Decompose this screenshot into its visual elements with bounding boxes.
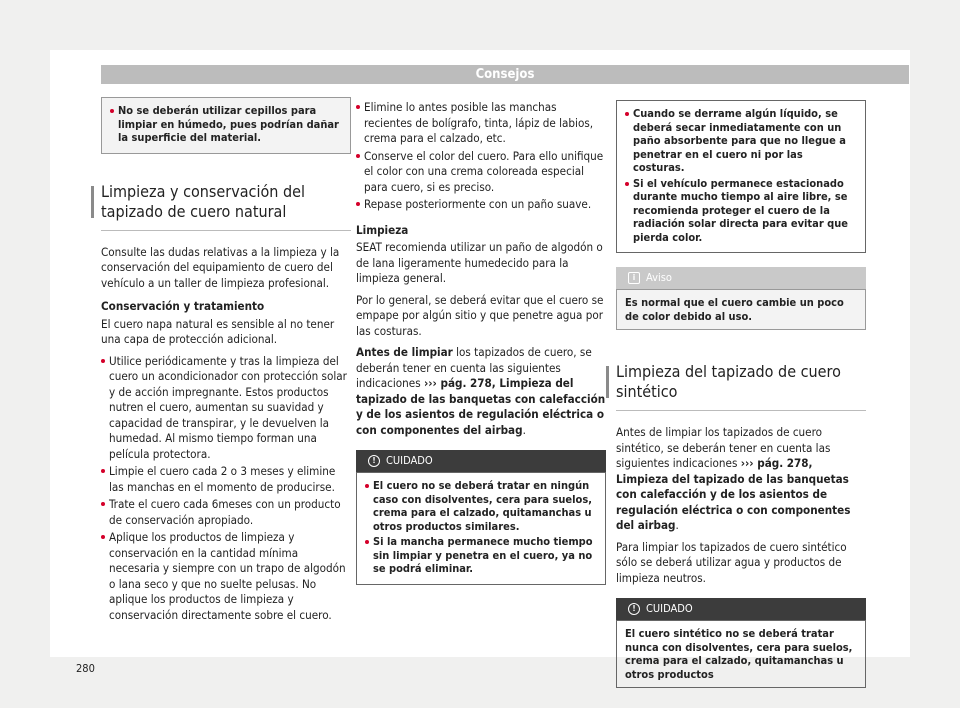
caution-title-bar bbox=[356, 450, 606, 472]
page-reference-link[interactable]: ››› pág. 278, Limpieza del tapizado de las banquetas con calefacción y de los asientos de regulación eléctrica o con componentes del airbag bbox=[616, 456, 851, 532]
cleaning-text-3 bbox=[356, 345, 606, 438]
column-2 bbox=[356, 100, 606, 585]
caution-title: CUIDADO bbox=[646, 602, 693, 615]
caution-box bbox=[356, 450, 606, 585]
subhead-cleaning: Limpieza bbox=[356, 222, 409, 237]
care-text: El cuero napa natural es sensible al no tener una capa de protección adicional. bbox=[101, 316, 335, 346]
page-reference-link[interactable]: ››› pág. 278, Limpieza del tapizado de las banquetas con calefacción y de los asientos de regulación eléctrica o con componentes del airbag bbox=[356, 376, 606, 437]
lead-text: Antes de limpiar bbox=[356, 345, 453, 359]
cleaning-text-2: Por lo general, se deberá evitar que el cuero se empape por algún sitio y que penetre agua por las costuras. bbox=[356, 292, 604, 338]
list-item: El cuero no se deberá tratar en ningún caso con disolventes, cera para suelos, crema para el calzado, quitamanchas u otros productos similares. bbox=[365, 479, 597, 533]
notice-box bbox=[616, 267, 866, 330]
synthetic-text-1 bbox=[616, 425, 866, 534]
caution-box-2 bbox=[616, 598, 866, 688]
section-header: Consejos bbox=[101, 65, 909, 84]
warning-icon: ! bbox=[628, 603, 640, 615]
caution-body: El cuero sintético no se deberá tratar nunca con disolventes, cera para suelos, crema para el calzado, quitamanchas u otros productos bbox=[616, 620, 866, 688]
top-note-box bbox=[101, 97, 351, 154]
intro-text: Consulte las dudas relativas a la limpieza y la conservación del equipamiento de cuero del vehículo a un taller de limpieza profesional. bbox=[101, 244, 340, 290]
body-text: Antes de limpiar los tapizados de cuero sintético, se deberán tener en cuenta las siguientes indicaciones bbox=[616, 425, 831, 470]
list-item: Si la mancha permanece mucho tiempo sin limpiar y penetra en el cuero, ya no se podrá eliminar. bbox=[365, 535, 597, 576]
notice-title-bar bbox=[616, 267, 866, 289]
notice-title: Aviso bbox=[646, 271, 672, 284]
list-item: Elimine lo antes posible las manchas recientes de bolígrafo, tinta, lápiz de labios, crema para el calzado, etc. bbox=[356, 100, 606, 147]
section-title-leather: Limpieza y conservación del tapizado de cuero natural bbox=[101, 174, 351, 231]
end-text: . bbox=[522, 422, 526, 437]
list-item: Trate el cuero cada 6meses con un producto de conservación apropiado. bbox=[101, 497, 351, 528]
page-number: 280 bbox=[76, 662, 95, 675]
end-text: . bbox=[675, 518, 679, 532]
list-item: Utilice periódicamente y tras la limpieza del cuero un acondicionador con protección solar y de acción impregnante. Estos productos nutren el cuero, aumentan su suavidad y capacidad de transpirar, y le devuelven la humedad. Al mismo tiempo forman una película protectora. bbox=[101, 354, 351, 463]
cleaning-text-1: SEAT recomienda utilizar un paño de algodón o de lana ligeramente humedecido para la limpieza general. bbox=[356, 240, 603, 285]
list-item: Repase posteriormente con un paño suave. bbox=[356, 197, 606, 213]
body-text: los tapizados de cuero, se deberán tener en cuenta las siguientes indicaciones bbox=[356, 345, 592, 390]
caution-body bbox=[356, 472, 606, 585]
list-item: Cuando se derrame algún líquido, se deberá secar inmediatamente con un paño absorbente para que no llegue a penetrar en el cuero ni por las costuras. bbox=[625, 107, 857, 175]
list-item: Conserve el color del cuero. Para ello unifique el color con una crema coloreada especial para cuero, si es preciso. bbox=[356, 149, 606, 196]
synthetic-text-2: Para limpiar los tapizados de cuero sintético sólo se deberá utilizar agua y productos de limpieza neutros. bbox=[616, 539, 847, 585]
list-item: Limpie el cuero cada 2 o 3 meses y elimine las manchas en el momento de producirse. bbox=[101, 464, 351, 495]
list-item: Si el vehículo permanece estacionado durante mucho tiempo al aire libre, se recomienda proteger el cuero de la radiación solar directa para evitar que pierda color. bbox=[625, 177, 857, 245]
page bbox=[50, 50, 910, 681]
column-3 bbox=[616, 100, 866, 688]
warning-icon: ! bbox=[368, 455, 380, 467]
notice-body: Es normal que el cuero cambie un poco de color debido al uso. bbox=[616, 289, 866, 330]
caution-title: CUIDADO bbox=[386, 454, 433, 467]
info-icon: i bbox=[628, 272, 640, 284]
note-bullet: No se deberán utilizar cepillos para limpiar en húmedo, pues podrían dañar la superficie del material. bbox=[110, 104, 342, 145]
subhead-care: Conservación y tratamiento bbox=[101, 299, 265, 313]
section-title-synthetic: Limpieza del tapizado de cuero sintético bbox=[616, 354, 866, 411]
list-item: Aplique los productos de limpieza y conservación en la cantidad mínima necesaria y siempre con un trapo de algodón o lana seco y que no suelte pelusas. No aplique los productos de limpieza y conservación directamente sobre el cuero. bbox=[101, 530, 351, 623]
caution-title-bar bbox=[616, 598, 866, 620]
top-caution-box bbox=[616, 100, 866, 253]
column-1 bbox=[101, 97, 351, 625]
